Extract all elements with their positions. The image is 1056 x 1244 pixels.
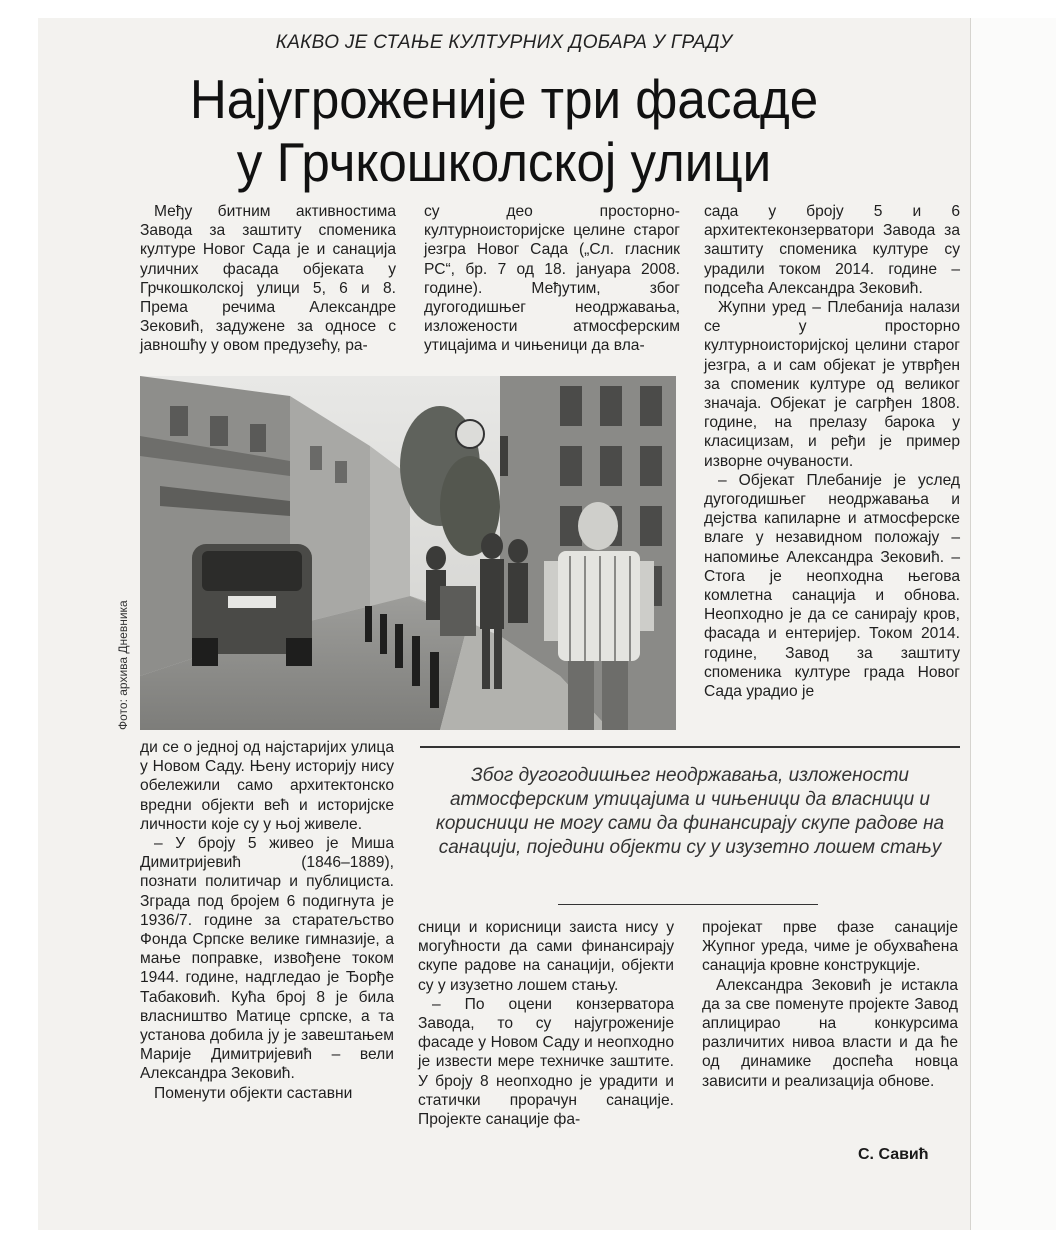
- column-3-bottom: [702, 918, 958, 1091]
- paragraph: пројекат прве фазе санације Жупног уреда, чиме је обухваћена санација кровне конструкције.: [702, 919, 958, 975]
- headline-line-1: Најугроженије три фасаде: [189, 68, 819, 130]
- paragraph: – Објекат Плебаније је услед дугогодишњег неодржавања и дејства капиларне и атмосферске влаге у незавидном положају – напомиње Александра Зековић. – Стога је неопходна његова комлетна санација и обнова. Неопходно је да се санирају кров, фасада и ентеријер. Током 2014. године, Завод за заштиту споменика културе града Новог Сада урадио је: [704, 471, 960, 701]
- column-1-top: [140, 202, 396, 356]
- paragraph: сници и корисници заиста нису у могућности да сами финансирају скупе радове на санацији, објекти су у изузетно лошем стању.: [418, 919, 674, 994]
- newspaper-clipping: [38, 18, 971, 1230]
- paragraph: ди се о једној од најстаријих улица у Новом Саду. Њену историју нису обележили само архитектонско вредни објекти већ и историјске личности које су у њој живеле.: [140, 739, 394, 833]
- paragraph: – У броју 5 живео је Миша Димитријевић (1846–1889), познати политичар и публициста. Зграда под бројем 6 подигнута је 1936/7. године за старатељство Фонда Српске велике гимназије, а мање поправке, извођене током 1944. године, надгледао је Ђорђе Табаковић. Кућа број 8 је била власништво Матице српске, а та установа добила ју је завештањем Марије Димитријевић – вели Александра Зековић.: [140, 835, 394, 1083]
- paragraph: Међу битним активностима Завода за заштиту споменика културе Новог Сада је и санација уличних фасада објеката у Грчкошколској улици 5, 6 и 8. Према речима Александре Зековић, задужене за односе с јавношћу у овом предузећу, ра-: [140, 203, 396, 355]
- column-2-top: [424, 202, 680, 356]
- pull-quote-rule-top: [420, 746, 960, 748]
- byline: С. Савић: [858, 1146, 929, 1163]
- street-photo: [140, 376, 676, 730]
- paragraph: Поменути објекти саставни: [154, 1084, 353, 1102]
- paragraph: – По оцени конзерватора Завода, то су најугроженије фасаде у Новом Саду и неопходно је извести мере техничке заштите. У броју 8 неопходно је урадити и статички прорачун санације. Пројекте санације фа-: [418, 995, 674, 1129]
- paragraph: сада у броју 5 и 6 архитектеконзерватори Завода за заштиту споменика културе су урадили током 2014. године – подсећа Александра Зековић.: [704, 203, 960, 297]
- scan-margin: [970, 18, 1056, 1230]
- street-photo-illustration: [140, 376, 676, 730]
- headline: [71, 68, 938, 194]
- photo-credit: Фото: архива Дневника: [116, 600, 130, 730]
- column-3: [704, 202, 960, 701]
- pull-quote: Због дугогодишњег неодржавања, изложености атмосферским утицајима и чињеници да власници и корисници не могу сами да финансирају скупе радове на санацији, поједини објекти су у изузетно лошем стању: [435, 765, 945, 858]
- paragraph: Жупни уред – Плебанија налази се у просторно културноисторијској целини старог језгра, а и сам објекат је утврђен за споменик културе од великог значаја. Објекат је сагрђен 1808. године, на прелазу барока у класицизам, и ређи је пример изворне очуваности.: [704, 299, 960, 470]
- pull-quote-rule-bottom: [558, 904, 818, 905]
- column-1-bottom: [140, 738, 394, 1103]
- headline-line-2: у Грчкошколској улици: [236, 131, 772, 193]
- paragraph: Александра Зековић је истакла да за све поменуте пројекте Завод аплицирао на конкурсима различитих нивоа власти и да ће од динамике доспећа новца зависити и реализација обнове.: [702, 976, 958, 1090]
- paragraph: су део просторно-културноисторијске целине старог језгра Новог Сада („Сл. гласник РС“, бр. 7 од 18. јануара 2008. године). Међутим, због дугогодишњег неодржавања, изложености атмосферским утицајима и чињеници да вла-: [424, 203, 680, 355]
- column-2-bottom: [418, 918, 674, 1129]
- kicker: КАКВО ЈЕ СТАЊЕ КУЛТУРНИХ ДОБАРА У ГРАДУ: [275, 32, 733, 53]
